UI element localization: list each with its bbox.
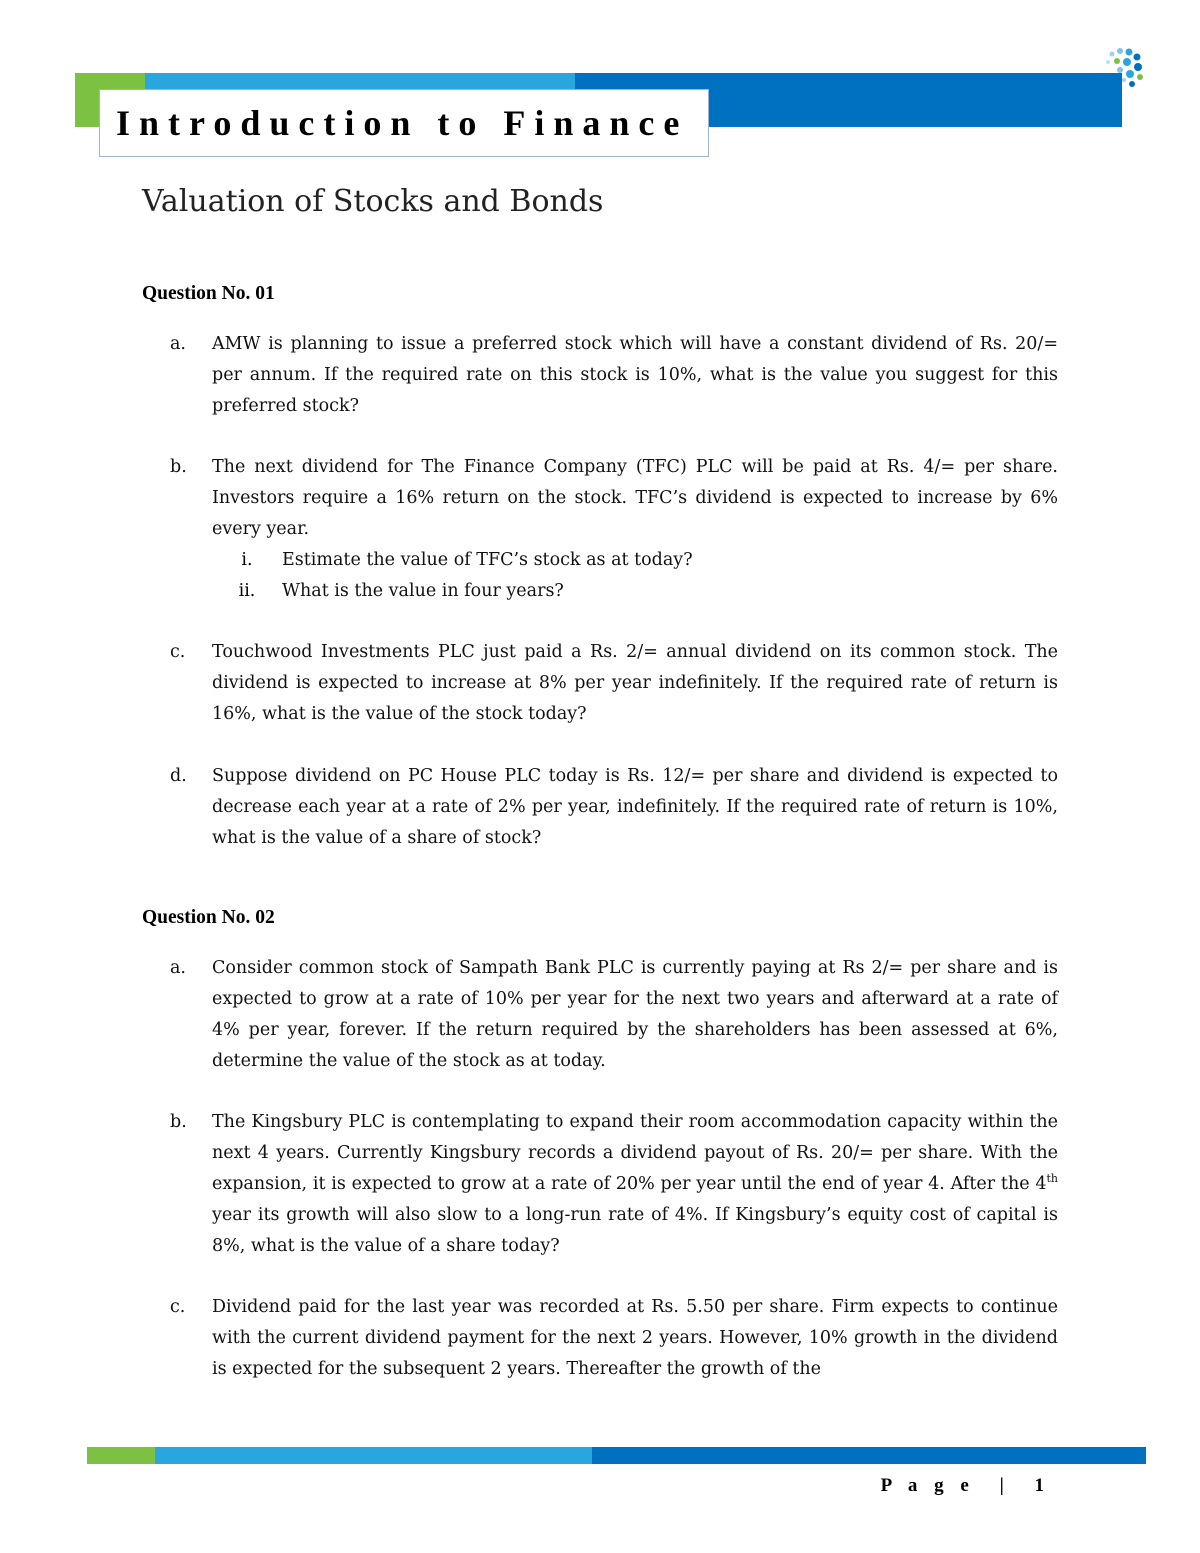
q1-part-a [170,329,1060,422]
q2-b-text-1: The Kingsbury PLC is contemplating to expand their room accommodation capacity within the next 4 years. Currently Kingsbury records a dividend payout of Rs. 20/= per share. With the expansion, it is expected to grow at a rate of 20% per year until the end of year 4. After the 4 [212,1112,1058,1194]
q2-a-text: Consider common stock of Sampath Bank PLC is currently paying at Rs 2/= per share and is expected to grow at a rate of 10% per year for the next two years and afterward at a rate of 4% per year, forever. If the return required by the shareholders has been assessed at 6%, determine the value of the stock as at today. [212,958,1058,1071]
q2-b-superscript: th [1046,1172,1058,1186]
q1-a-marker: a. [170,334,186,354]
dots-logo-icon [1100,44,1150,94]
document-title: Valuation of Stocks and Bonds [142,184,604,219]
page-number: 1 [1034,1475,1050,1496]
q1-b-ii-text: What is the value in four years? [282,581,564,601]
q1-c-marker: c. [170,642,186,662]
q1-a-text: AMW is planning to issue a preferred stock which will have a constant dividend of Rs. 20/= per annum. If the required rate on this stock is 10%, what is the value you suggest for this preferred stock? [212,334,1058,416]
q2-b-text-2: year its growth will also slow to a long-run rate of 4%. If Kingsbury’s equity cost of capital is 8%, what is the value of a share today? [212,1205,1058,1256]
footer-band-dark-blue [592,1447,1146,1464]
q1-part-c [170,637,1060,730]
question-2-heading: Question No. 02 [142,907,275,928]
q1-part-d [170,761,1060,854]
q1-d-marker: d. [170,766,187,786]
q1-b-i-marker: i. [241,550,253,570]
q2-c-marker: c. [170,1297,186,1317]
page-separator: | [999,1475,1010,1496]
q1-b-marker: b. [170,457,187,477]
question-1-heading: Question No. 01 [142,283,275,304]
q1-b-i-text: Estimate the value of TFC’s stock as at today? [282,550,693,570]
q2-part-a [170,953,1060,1077]
page-label: P a g e [880,1475,975,1496]
q2-b-marker: b. [170,1112,187,1132]
q2-part-c [170,1292,1060,1385]
footer-band-light-blue [155,1447,592,1464]
q1-b-subitem-i [212,545,1012,576]
q2-b-text [212,1107,1058,1262]
q2-c-text: Dividend paid for the last year was recorded at Rs. 5.50 per share. Firm expects to continue with the current dividend payment for the next 2 years. However, 10% growth in the dividend is expected for the subsequent 2 years. Thereafter the growth of the [212,1297,1058,1379]
q1-d-text: Suppose dividend on PC House PLC today is Rs. 12/= per share and dividend is expected to decrease each year at a rate of 2% per year, indefinitely. If the required rate of return is 10%, what is the value of a share of stock? [212,766,1058,848]
page-footer [881,1475,1050,1497]
q1-b-ii-marker: ii. [238,581,256,601]
q2-a-marker: a. [170,958,186,978]
q2-part-b [170,1107,1060,1262]
q1-b-text: The next dividend for The Finance Company (TFC) PLC will be paid at Rs. 4/= per share. Investors require a 16% return on the stock. TFC’s dividend is expected to increase by 6% every year. [212,457,1058,539]
q1-b-subitem-ii [212,576,1012,607]
course-title: Introduction to Finance [116,103,689,143]
course-title-box [99,89,709,157]
q1-c-text: Touchwood Investments PLC just paid a Rs. 2/= annual dividend on its common stock. The dividend is expected to increase at 8% per year indefinitely. If the required rate of return is 16%, what is the value of the stock today? [212,642,1058,724]
footer-band-green [87,1447,155,1464]
q1-part-b [170,452,1060,545]
